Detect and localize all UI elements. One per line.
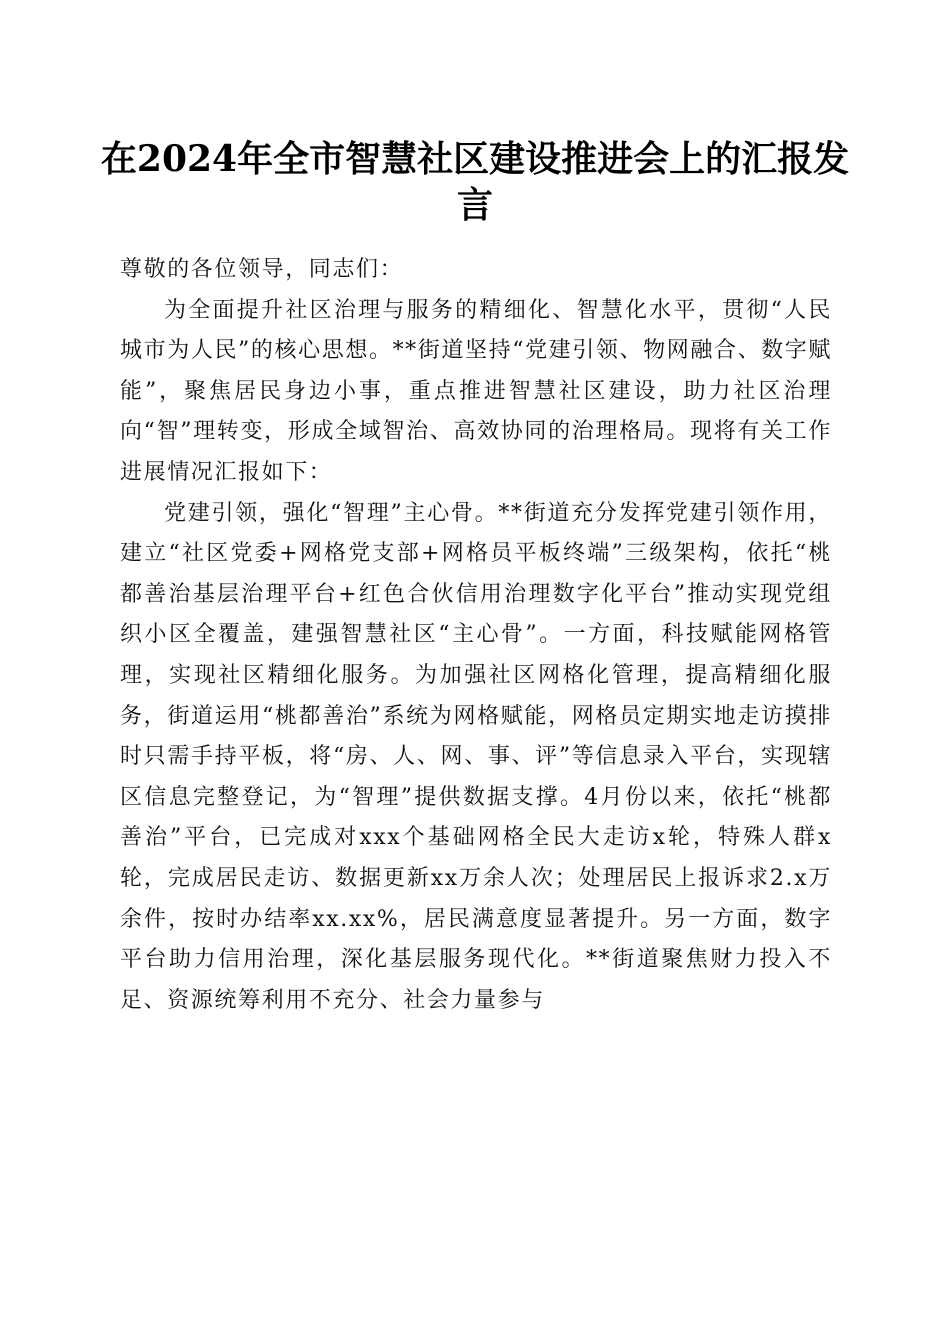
document-body (120, 250, 832, 1021)
paragraph-intro: 为全面提升社区治理与服务的精细化、智慧化水平，贯彻“人民城市为人民”的核心思想。**街道坚持“党建引领、物网融合、数字赋能”，聚焦居民身边小事，重点推进智慧社区建设，助力社区治理向“智”理转变，形成全域智治、高效协同的治理格局。现将有关工作进展情况汇报如下： (120, 297, 832, 485)
document-title: 在2024年全市智慧社区建设推进会上的汇报发言 (100, 138, 850, 226)
paragraph-party-building: 党建引领，强化“智理”主心骨。**街道充分发挥党建引领作用，建立“社区党委+网格党支部+网格员平板终端”三级架构，依托“桃都善治基层治理平台+红色合伙信用治理数字化平台”推动实现党组织小区全覆盖，建强智慧社区“主心骨”。一方面，科技赋能网格管理，实现社区精细化服务。为加强社区网格化管理，提高精细化服务，街道运用“桃都善治”系统为网格赋能，网格员定期实地走访摸排时只需手持平板，将“房、人、网、事、评”等信息录入平台，实现辖区信息完整登记，为“智理”提供数据支撑。4月份以来，依托“桃都善治”平台，已完成对xxx个基础网格全民大走访x轮，特殊人群x轮，完成居民走访、数据更新xx万余人次；处理居民上报诉求2.x万余件，按时办结率xx.xx%，居民满意度显著提升。另一方面，数字平台助力信用治理，深化基层服务现代化。**街道聚焦财力投入不足、资源统筹利用不充分、社会力量参与 (120, 500, 832, 1013)
salutation: 尊敬的各位领导，同志们： (120, 257, 404, 282)
